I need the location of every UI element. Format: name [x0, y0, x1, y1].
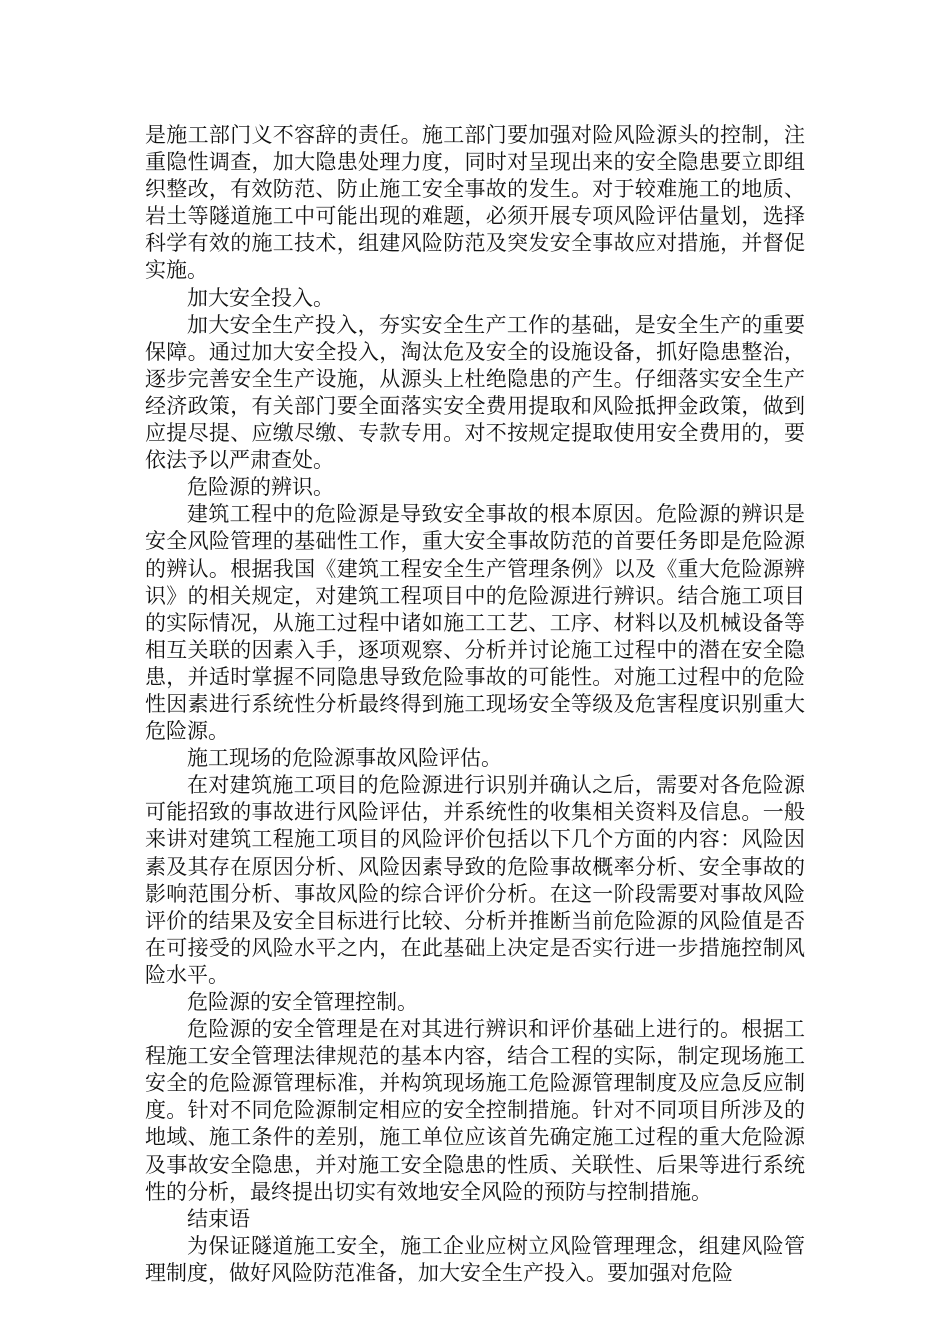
paragraph-safety-management-control: 危险源的安全管理是在对其进行辨识和评价基础上进行的。根据工程施工安全管理法律规范的基本内容，结合工程的实际，制定现场施工安全的危险源管理标准，并构筑现场施工危险源管理制度及应急反应制度。针对不同危险源制定相应的安全控制措施。针对不同项目所涉及的地域、施工条件的差别，施工单位应该首先确定施工过程的重大危险源及事故安全隐患，并对施工安全隐患的性质、关联性、后果等进行系统性的分析，最终提出切实有效地安全风险的预防与控制措施。: [145, 1017, 805, 1204]
heading-increase-safety-investment: 加大安全投入。: [187, 285, 334, 310]
paragraph-conclusion: 为保证隧道施工安全，施工企业应树立风险管理理念，组建风险管理制度，做好风险防范准备，加大安全生产投入。要加强对危险: [145, 1233, 805, 1285]
heading-risk-assessment: 施工现场的危险源事故风险评估。: [187, 746, 502, 771]
paragraph-risk-assessment: 在对建筑施工项目的危险源进行识别并确认之后，需要对各危险源可能招致的事故进行风险评估，并系统性的收集相关资料及信息。一般来讲对建筑工程施工项目的风险评价包括以下几个方面的内容：风险因素及其存在原因分析、风险因素导致的危险事故概率分析、安全事故的影响范围分析、事故风险的综合评价分析。在这一阶段需要对事故风险评价的结果及安全目标进行比较、分析并推断当前危险源的风险值是否在可接受的风险水平之内，在此基础上决定是否实行进一步措施控制风险水平。: [145, 773, 805, 987]
heading-safety-management-control: 危险源的安全管理控制。: [187, 990, 418, 1014]
document-page: [145, 122, 805, 1287]
paragraph-hazard-identification: 建筑工程中的危险源是导致安全事故的根本原因。危险源的辨识是安全风险管理的基础性工作，重大安全事故防范的首要任务即是危险源的辨认。根据我国《建筑工程安全生产管理条例》以及《重大危险源辨识》的相关规定，对建筑工程项目中的危险源进行辨识。结合施工项目的实际情况，从施工过程中诸如施工工艺、工序、材料以及机械设备等相互关联的因素入手，逐项观察、分析并讨论施工过程中的潜在安全隐患，并适时掌握不同隐患导致危险事故的可能性。对施工过程中的危险性因素进行系统性分析最终得到施工现场安全等级及危害程度识别重大危险源。: [145, 502, 805, 744]
heading-conclusion: 结束语: [187, 1206, 250, 1231]
heading-hazard-identification: 危险源的辨识。: [187, 475, 334, 500]
paragraph-safety-investment: 加大安全生产投入，夯实安全生产工作的基础，是安全生产的重要保障。通过加大安全投入，淘汰危及安全的设施设备，抓好隐患整治，逐步完善安全生产设施，从源头上杜绝隐患的产生。仔细落实安全生产经济政策，有关部门要全面落实安全费用提取和风险抵押金政策，做到应提尽提、应缴尽缴、专款专用。对不按规定提取使用安全费用的，要依法予以严肃查处。: [145, 312, 805, 473]
paragraph-responsibility: 是施工部门义不容辞的责任。施工部门要加强对险风险源头的控制，注重隐性调查，加大隐患处理力度，同时对呈现出来的安全隐患要立即组织整改，有效防范、防止施工安全事故的发生。对于较难施工的地质、岩土等隧道施工中可能出现的难题，必须开展专项风险评估量划，选择科学有效的施工技术，组建风险防范及突发安全事故应对措施，并督促实施。: [145, 123, 805, 283]
